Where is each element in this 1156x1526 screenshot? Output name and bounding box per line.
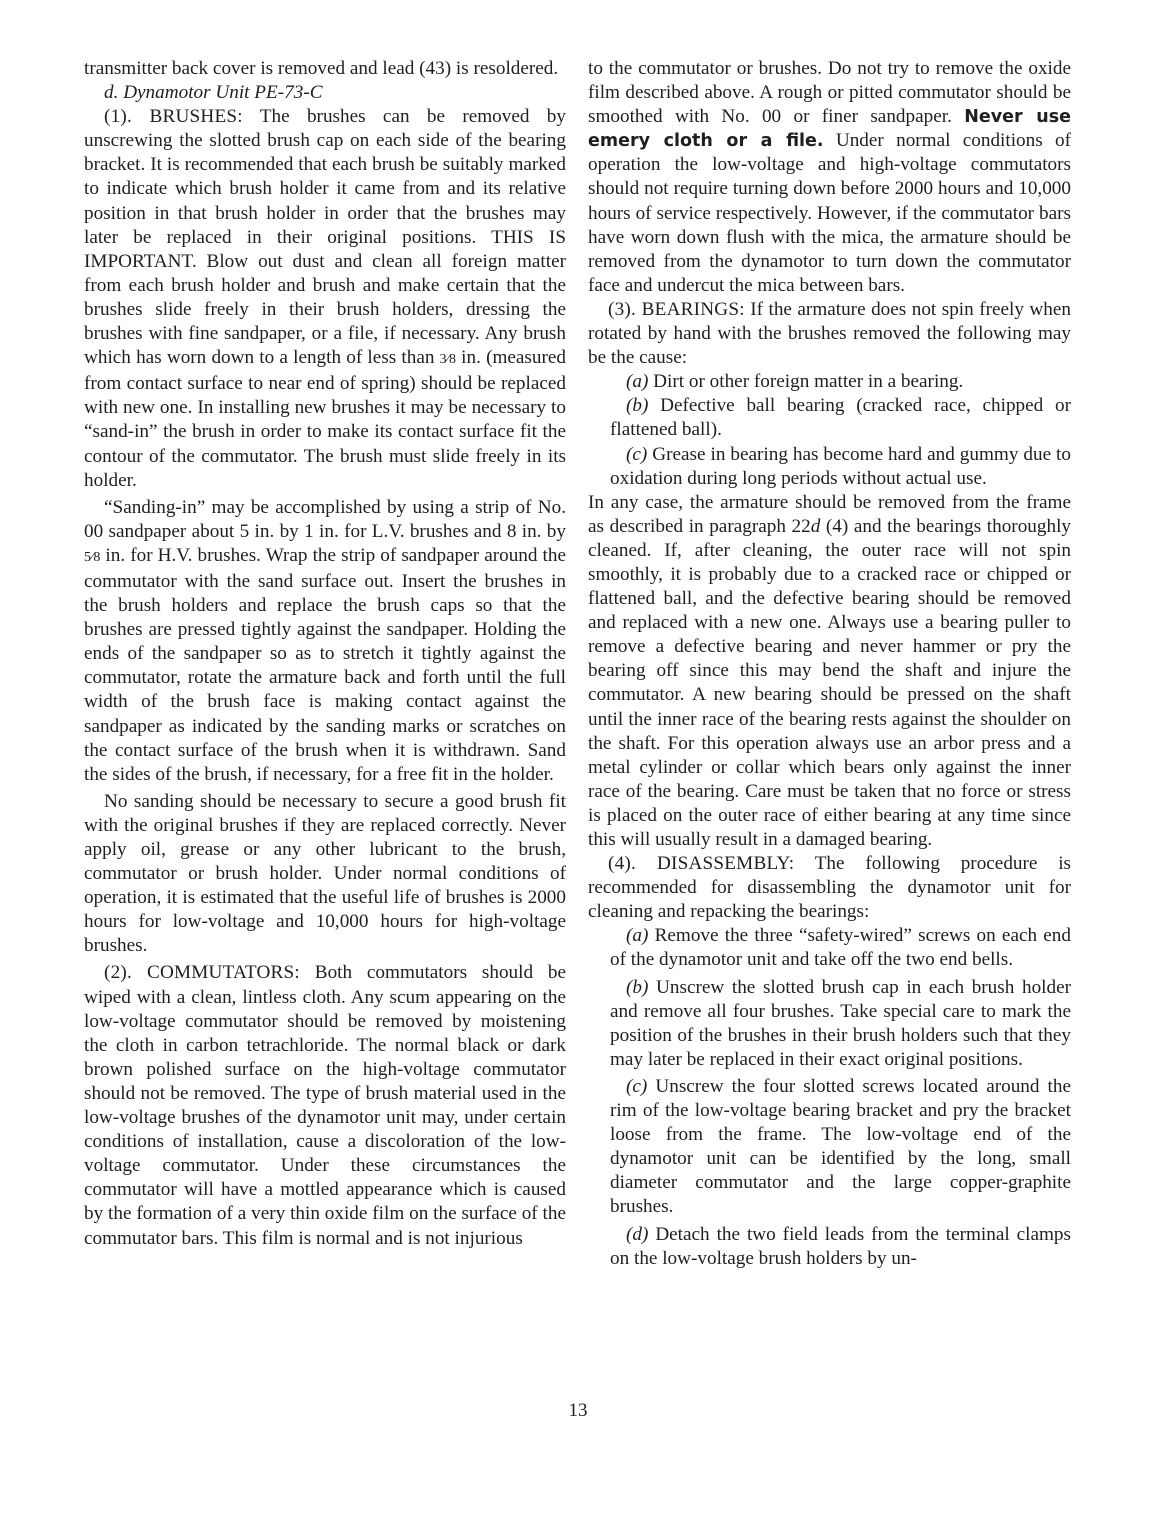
- item-text: Defective ball bearing (cracked race, chipped or flattened ball).: [610, 395, 1071, 441]
- page-number: 13: [568, 1400, 588, 1421]
- item-letter: (c): [626, 443, 648, 465]
- any-case-paragraph: [588, 491, 1071, 852]
- item-letter: (d): [626, 1223, 649, 1245]
- item-letter: (c): [626, 1075, 648, 1097]
- disassembly-step-a: [588, 924, 1071, 972]
- item-letter: (a): [626, 925, 649, 947]
- item-text: Unscrew the four slotted screws located around the rim of the low-voltage bearing bracket and pry the bracket loose from the frame. The low-voltage end of the dynamotor unit can be identified by the long, small diameter commutator and the large copper-graphite brushes.: [610, 1075, 1071, 1218]
- commutators-text: Both commutators should be wiped with a clean, lintless cloth. Any scum appearing on the low-voltage commutator should be removed by moistening the cloth in carbon tetrachloride. The normal black or dark brown polished surface on the high-voltage commutator should not be removed. The type of brush material used in the low-voltage brushes of the dynamotor unit may, under certain conditions of installation, cause a discoloration of the low-voltage commutator. Under these circumstances the commutator will have a mottled appearance which is caused by the formation of a very thin oxide film on the surface of the commutator bars. This film is normal and is not injurious: [84, 962, 566, 1249]
- commutators-label: (2). COMMUTATORS:: [104, 962, 300, 984]
- bearing-cause-b: [588, 394, 1071, 442]
- any-case-text-a: In any case, the armature should be removed from the frame as described in paragraph: [588, 491, 1071, 537]
- item-text: Grease in bearing has become hard and gummy due to oxidation during long periods without actual use.: [610, 443, 1071, 489]
- commutators-paragraph: [84, 961, 566, 1250]
- bearing-cause-a: [588, 370, 1071, 394]
- left-column: [84, 57, 566, 1251]
- brushes-text-a: The brushes can be removed by unscrewing the slotted brush cap on each side of the bearing bracket. It is recommended that each brush be suitably marked to indicate which brush holder it came from and its relative position in that brush holder in order that the brushes may later be replaced in their original positions. THIS IS IMPORTANT. Blow out dust and clean all foreign matter from each brush holder and brush and make certain that the brushes slide freely in their brush holders, dressing the brushes with fine sandpaper, or a file, if necessary. Any brush which has worn down to a length of less than: [84, 106, 566, 369]
- section-title: Dynamotor Unit PE-73-C: [123, 82, 323, 104]
- commutators-cont-a: to the commutator or brushes. Do not try to remove the oxide film described above. A rough or pitted commutator should be smoothed with No. 00 or finer sandpaper.: [588, 58, 1071, 128]
- item-text: Unscrew the slotted brush cap in each brush holder and remove all four brushes. Take special care to mark the position of the brushes in their brush holders such that they may later be replaced in their exact original positions.: [610, 976, 1071, 1070]
- commutators-warning: Never use emery cloth or a file.: [588, 107, 1071, 152]
- any-case-text-b: (4) and the bearings thoroughly cleaned. If, after cleaning, the outer race will not spin smoothly, it is probably due to a cracked race or chipped or flattened ball, and the defective bearing should be removed and replaced with a new one. Always use a bearing puller to remove a defective bearing and never hammer or pry the bearing off since this may bend the shaft and injure the commutator. A new bearing should be pressed on the shaft until the inner race of the bearing rests against the shoulder on the shaft. For this operation always use an arbor press and a metal cylinder or collar which bears only against the inner race of the bearing. Care must be taken that no force or stress is placed on the outer race of either bearing at any time since this will usually result in a damaged bearing.: [588, 515, 1071, 850]
- disassembly-step-c: [588, 1075, 1071, 1220]
- brushes-paragraph: [84, 105, 566, 493]
- disassembly-text: The following procedure is recommended for disassembling the dynamotor unit for cleaning and repacking the bearings:: [588, 853, 1071, 923]
- paragraph-ref-letter: d: [810, 515, 821, 537]
- section-heading: [84, 81, 566, 105]
- fraction-three-eighths: 3⁄8: [439, 352, 456, 368]
- item-text: Remove the three “safety-wired” screws on each end of the dynamotor unit and take off the two end bells.: [610, 925, 1071, 971]
- item-letter: (a): [626, 371, 649, 393]
- sanding-text-b: in. for H.V. brushes. Wrap the strip of sandpaper around the commutator with the sand surface out. Insert the brushes in the brush holders and replace the brush caps so that the brushes are pressed tightly against the sandpaper. Holding the ends of the sandpaper so as to stretch it tightly against the commutator, rotate the armature back and forth until the full width of the brush face is making contact against the sandpaper as indicated by the sanding marks or scratches on the contact surface of the brush when it is withdrawn. Sand the sides of the brush, if necessary, for a free fit in the holder.: [84, 544, 566, 785]
- sanding-paragraph: [84, 496, 566, 787]
- disassembly-label: (4). DISASSEMBLY:: [608, 853, 795, 875]
- bearing-cause-c: [588, 443, 1071, 491]
- bearings-paragraph: [588, 298, 1071, 370]
- disassembly-step-d: [588, 1223, 1071, 1271]
- no-sanding-paragraph: No sanding should be necessary to secure a good brush fit with the original brushes if they are replaced correctly. Never apply oil, grease or any other lubricant to the brush, commutator or brush holder. Under normal conditions of operation, it is estimated that the useful life of brushes is 2000 hours for low-voltage and 10,000 hours for high-voltage brushes.: [84, 790, 566, 957]
- brushes-label: (1). BRUSHES:: [104, 106, 243, 128]
- fraction-five-eighths: 5⁄8: [84, 549, 101, 565]
- item-text: Detach the two field leads from the terminal clamps on the low-voltage brush holders by un-: [610, 1223, 1071, 1269]
- disassembly-step-b: [588, 976, 1071, 1072]
- commutators-continued: [588, 57, 1071, 298]
- item-letter: (b): [626, 976, 649, 998]
- bearings-label: (3). BEARINGS:: [608, 298, 745, 320]
- right-column: [588, 57, 1071, 1271]
- paragraph-ref-number: 22: [791, 515, 811, 537]
- bearings-text: If the armature does not spin freely when rotated by hand with the brushes removed the following may be the cause:: [588, 298, 1071, 369]
- item-text: Dirt or other foreign matter in a bearing.: [648, 371, 964, 393]
- item-letter: (b): [626, 395, 649, 417]
- section-letter: d.: [104, 82, 119, 104]
- sanding-text-a: “Sanding-in” may be accomplished by using a strip of No. 00 sandpaper about 5 in. by 1 in. for L.V. brushes and 8 in. by: [84, 496, 566, 542]
- brushes-text-b: in. (measured from contact surface to near end of spring) should be replaced with new one. In installing new brushes it may be necessary to “sand-in” the brush in order to make its contact surface fit the contour of the commutator. The brush must slide freely in its holder.: [84, 347, 566, 491]
- disassembly-paragraph: [588, 852, 1071, 924]
- continued-paragraph: transmitter back cover is removed and lead (43) is resoldered.: [84, 58, 559, 79]
- commutators-cont-b: Under normal conditions of operation the low-voltage and high-voltage commutators should not require turning down before 2000 hours and 10,000 hours of service respectively. However, if the commutator bars have worn down flush with the mica, the armature should be removed from the dynamotor to turn down the commutator face and undercut the mica between bars.: [588, 130, 1071, 296]
